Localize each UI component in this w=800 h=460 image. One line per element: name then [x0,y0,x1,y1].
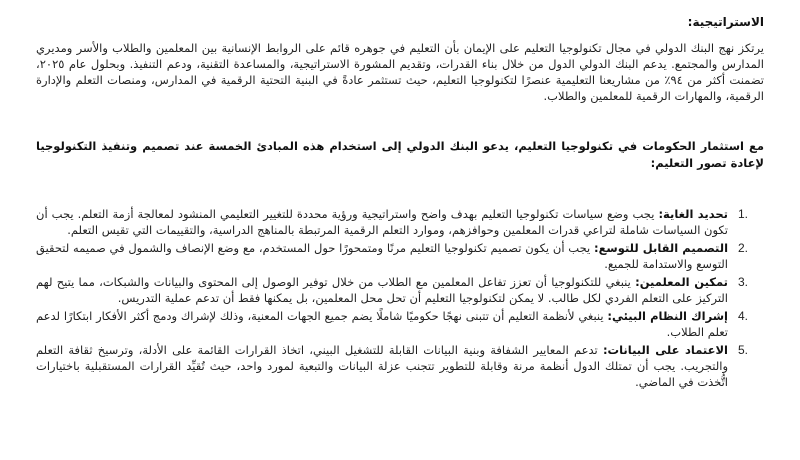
intro-paragraph: يرتكز نهج البنك الدولي في مجال تكنولوجيا التعليم على الإيمان بأن التعليم في جوهره قائم على الروابط الإنسانية بين المعلمين والطلاب والأسر ومديري المدارس والمجتمع. يدعم البنك الدولي الدول من خلال بناء القدرات، وتقديم المشورة الاستراتيجية، والمساعدة التقنية، ودعم التنفيذ. وبحلول عام ٢٠٢٥، تضمنت أكثر من ٩٤٪ من مشاريعنا التعليمية عنصرًا لتكنولوجيا التعليم، حيث تستثمر عادةً في البنية التحتية الرقمية في المدارس، ومنصات التعلم والإدارة الرقمية، والمهارات الرقمية للمعلمين والطلاب. [36,41,765,103]
principle-text: ينبغي لأنظمة التعليم أن تتبنى نهجًا حكوميًا شاملًا يضم جميع الجهات المعنية، وذلك لإشراك ودمج أكثر الأفكار ابتكارًا لدعم تعلم الطلاب. [36,309,728,339]
principle-term: الاعتماد على البيانات: [602,343,728,357]
principles-list [36,206,764,390]
principle-text: ينبغي للتكنولوجيا أن تعزز تفاعل المعلمين مع الطلاب من خلال توفير الوصول إلى المحتوى والبيانات والشبكات، مما يتيح لهم التركيز على التعلم الفردي لكل طالب. لا يمكن لتكنولوجيا التعليم أن تحل محل المعلمين، بل يمكنها فقط أن تدعم عملية التدريس. [36,275,728,305]
principle-term: تمكين المعلمين: [635,275,728,289]
principle-text: يجب وضع سياسات تكنولوجيا التعليم بهدف واضح واستراتيجية ورؤية محددة للتغيير التعليمي المنشود لمعالجة أزمة التعلم. يجب أن تكون السياسات شاملة لتراعي قدرات المعلمين وحوافزهم، وموارد التعلم الرقمية المرتبطة بالمناهج الدراسية، والتقييمات التي تقيس التعلم. [36,207,728,237]
list-number: 2. [738,241,749,255]
principle-text: تدعم المعايير الشفافة وبنية البيانات القابلة للتشغيل البيني، اتخاذ القرارات القائمة على الأدلة، وترسيخ ثقافة التعلم والتجريب. يجب أن تمتلك الدول أنظمة مرنة وقابلة للتطوير تتجنب عزلة البيانات والتبعية لمورد واحد، حيث تُقيِّد القرارات المستقبلية باختيارات اتُّخذت في الماضي. [36,343,728,389]
principle-term: التصميم القابل للتوسع: [593,241,729,255]
list-item [36,206,749,238]
principle-term: تحديد الغاية: [658,207,728,221]
list-number: 4. [738,309,749,323]
list-item [36,274,749,306]
list-item [36,308,749,340]
list-item [36,240,749,272]
list-item [36,342,749,390]
list-number: 3. [738,275,749,289]
list-number: 1. [738,207,749,221]
list-number: 5. [738,343,749,357]
section-heading: الاستراتيجية: [687,15,764,29]
lead-paragraph: مع استثمار الحكومات في تكنولوجيا التعليم، يدعو البنك الدولي إلى استخدام هذه المبادئ الخمسة عند تصميم وتنفيذ التكنولوجيا لإعادة تصور التعليم: [36,139,764,170]
principle-text: يجب أن يكون تصميم تكنولوجيا التعليم مرنًا ومتمحورًا حول المستخدم، مع وضع الإنصاف والشمول في صميمه لتحقيق التوسع والاستدامة للجميع. [36,241,728,271]
principle-term: إشراك النظام البيئي: [607,309,728,323]
